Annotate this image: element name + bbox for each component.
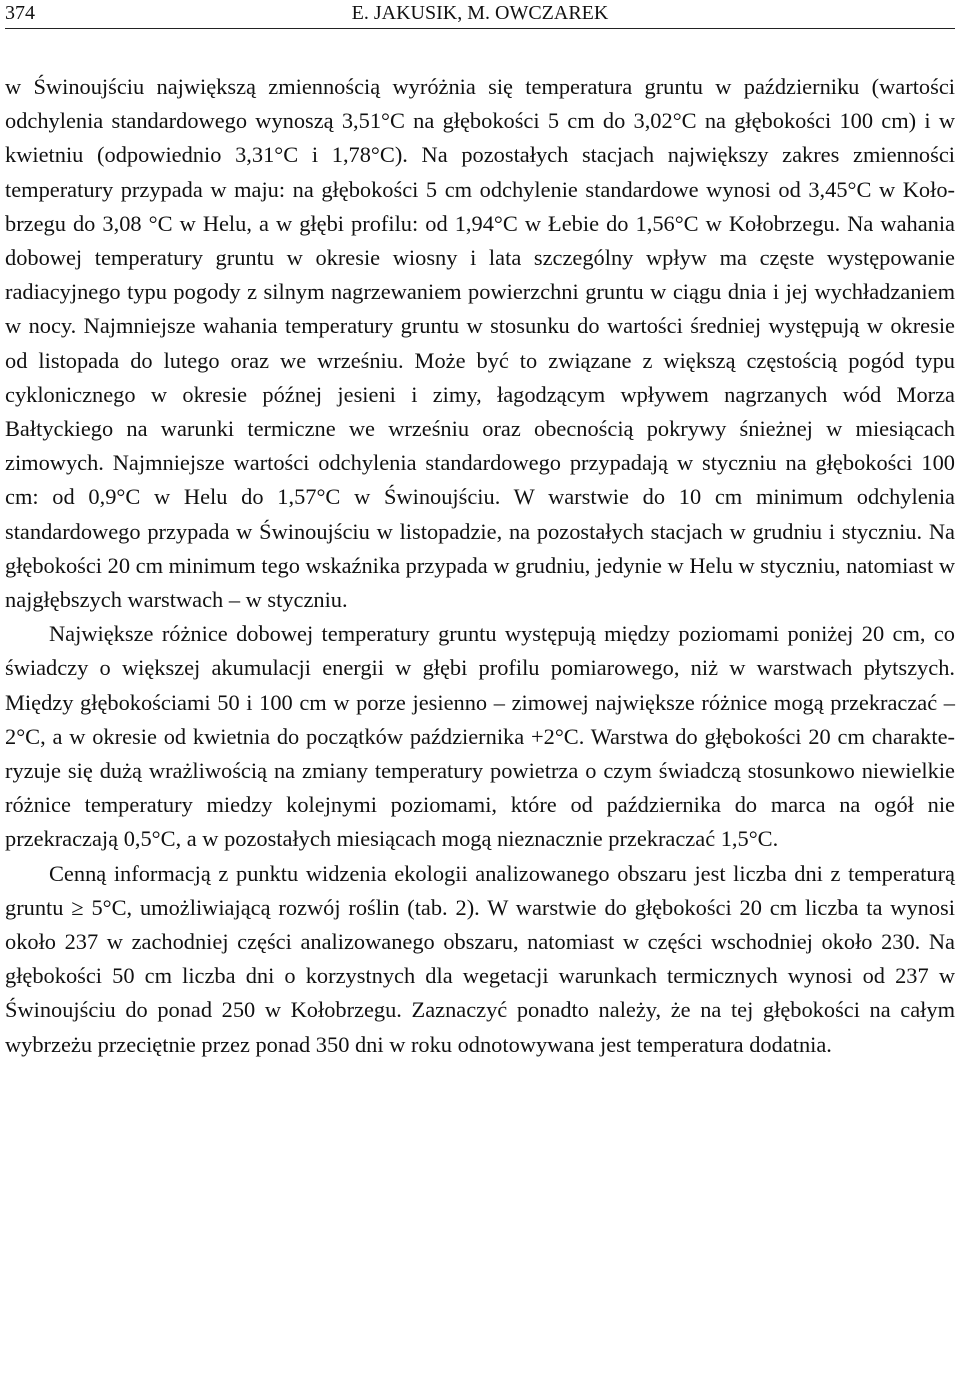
- paragraph-3: Cenną informacją z punktu widzenia ekologii analizowanego obszaru jest liczba dni z temperaturą gruntu ≥ 5°C, umożliwiającą rozwój roślin (tab. 2). W warstwie do głębokości 20 cm liczba ta wynosi około 237 w zachodniej części analizowanego obszaru, natomiast w części wschodniej około 230. Na głębokości 50 cm liczba dni o korzystnych dla wegetacji warunkach termicznych wynosi od 237 w Świnoujściu do ponad 250 w Kołobrzegu. Zaznaczyć ponadto należy, że na tej głębokości na całym wybrzeżu przeciętnie przez ponad 350 dni w roku odnotowywana jest temperatura dodatnia.: [5, 860, 955, 1057]
- body-text: [5, 70, 955, 1062]
- running-head: E. JAKUSIK, M. OWCZAREK: [351, 2, 609, 24]
- paragraph-2: Największe różnice dobowej temperatury gruntu występują między poziomami poniżej 20 cm, co świadczy o większej akumulacji energii w głębi profilu pomiarowego, niż w warstwach płytszych. Między głębokościami 50 i 100 cm w porze jesienno – zimowej największe różnice mogą przekraczać –2°C, a w okresie od kwietnia do początków października +2°C. Warstwa do głębokości 20 cm charakteryzuje się dużą wrażliwością na zmiany temperatury powietrza o czym świadczą stosunkowo niewielkie różnice temperatury miedzy kolejnymi poziomami, które od października do marca na ogół nie przekraczają 0,5°C, a w pozostałych miesiącach mogą nieznacznie przekraczać 1,5°C.: [5, 621, 955, 852]
- page-header: [5, 0, 955, 29]
- page-number: 374: [5, 2, 35, 24]
- paragraph-1: w Świnoujściu największą zmiennością wyróżnia się temperatura gruntu w październiku (wartości odchylenia standardowego wynoszą 3,51°C na głębokości 5 cm do 3,02°C na głębokości 100 cm) i w kwietniu (odpowiednio 3,31°C i 1,78°C). Na pozostałych stacjach największy zakres zmienności temperatury przypada w maju: na głębokości 5 cm odchylenie standardowe wynosi od 3,45°C w Kołobrzegu do 3,08 °C w Helu, a w głębi profilu: od 1,94°C w Łebie do 1,56°C w Kołobrzegu. Na wahania dobowej temperatury gruntu w okresie wiosny i lata szczególny wpływ ma częste występowanie radiacyjnego typu pogody z silnym nagrzewaniem powierzchni gruntu w ciągu dnia i jej wychładzaniem w nocy. Najmniejsze wahania temperatury gruntu w stosunku do wartości średniej występują w okresie od listopada do lutego oraz we wrześniu. Może być to związane z większą częstością pogód typu cyklonicznego w okresie późnej jesieni i zimy, łagodzącym wpływem nagrzanych wód Morza Bałtyckiego na warunki termiczne we wrześniu oraz obecnością pokrywy śnieżnej w miesiącach zimowych. Najmniejsze wartości odchylenia standardowego przypadają w styczniu na głębokości 100 cm: od 0,9°C w Helu do 1,57°C w Świnoujściu. W warstwie do 10 cm minimum odchylenia standardowego przypada w Świnoujściu w listopadzie, na pozostałych stacjach w grudniu i styczniu. Na głębokości 20 cm minimum tego wskaźnika przypada w grudniu, jedynie w Helu w styczniu, natomiast w najgłębszych warstwach – w styczniu.: [5, 74, 955, 613]
